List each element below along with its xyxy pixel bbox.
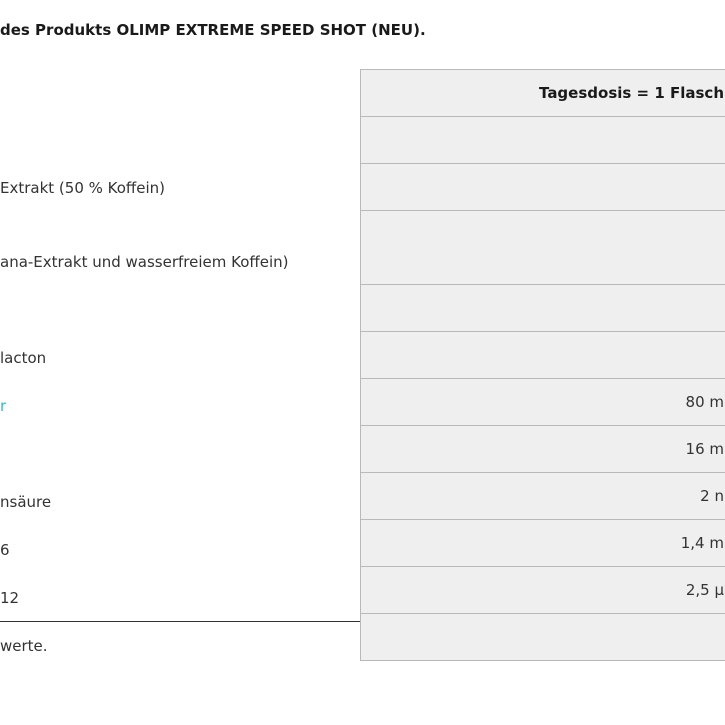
table-row (361, 614, 725, 661)
table-row (361, 379, 725, 426)
table-row (361, 211, 725, 285)
table-row (361, 285, 725, 332)
table-row (361, 164, 725, 211)
footnote-label: werte. (0, 637, 48, 655)
table-header-row (361, 70, 725, 117)
dose-cell (361, 614, 725, 661)
dose-cell (361, 117, 725, 164)
table-row (361, 332, 725, 379)
dose-cell (361, 164, 725, 211)
ingredient-link[interactable]: r (0, 397, 7, 415)
daily-dose-table (360, 69, 725, 661)
table-divider (0, 621, 361, 622)
dose-cell: 80 m (361, 379, 725, 426)
ingredient-label: nsäure (0, 493, 52, 511)
ingredient-label: Extrakt (50 % Koffein) (0, 179, 166, 197)
table-row (361, 520, 725, 567)
dose-cell: 2 n (361, 473, 725, 520)
ingredient-label: 12 (0, 589, 20, 607)
table-row (361, 567, 725, 614)
dose-cell (361, 211, 725, 285)
dose-cell: 16 m (361, 426, 725, 473)
dose-cell: 2,5 µ (361, 567, 725, 614)
ingredient-label: ana-Extrakt und wasserfreiem Koffein) (0, 253, 289, 271)
dose-cell (361, 332, 725, 379)
column-header-daily-dose: Tagesdosis = 1 Flasch (361, 70, 725, 117)
table-row (361, 426, 725, 473)
section-heading: des Produkts OLIMP EXTREME SPEED SHOT (NEU). (0, 21, 426, 39)
dose-cell: 1,4 m (361, 520, 725, 567)
table-row (361, 473, 725, 520)
table-row (361, 117, 725, 164)
dose-cell (361, 285, 725, 332)
ingredient-label: 6 (0, 541, 10, 559)
ingredient-label: lacton (0, 349, 47, 367)
